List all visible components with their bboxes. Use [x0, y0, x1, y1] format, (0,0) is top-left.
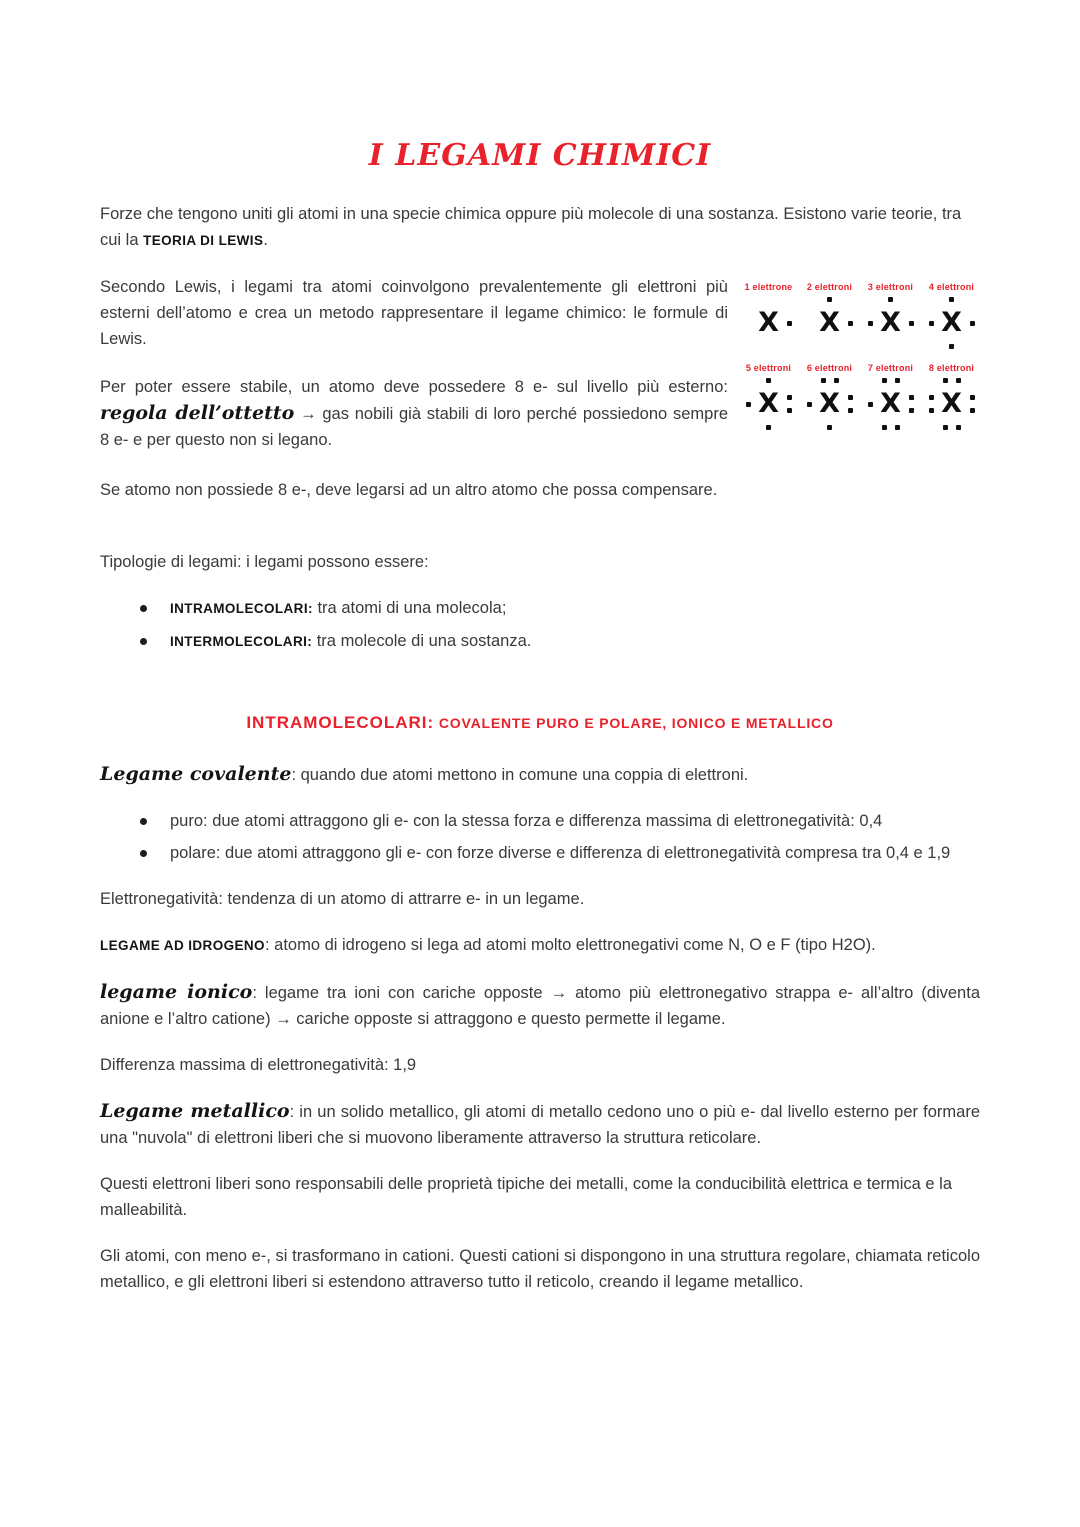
electron-dot — [882, 378, 887, 383]
lewis-cell-label: 2 elettroni — [806, 282, 853, 292]
intramolecolari-term: INTRAMOLECOLARI: — [170, 601, 313, 616]
electron-dot — [868, 321, 873, 326]
list-item-intermolecolari — [140, 628, 980, 655]
teoria-di-lewis-term: TEORIA DI LEWIS — [143, 233, 264, 248]
lewis-symbol — [929, 378, 975, 430]
metallico-text: : in un solido metallico, gli atomi di metallo cedono uno o più e- dal livello esterno per formare una "nuvola" di elettroni liberi che si muovono liberamente attraverso la struttura reticolare. — [100, 1103, 980, 1147]
lewis-cell — [801, 363, 858, 430]
list-item-polare: polare: due atomi attraggono gli e- con forze diverse e differenza di elettronegatività compresa tra 0,4 e 1,9 — [140, 840, 980, 866]
electron-dot — [807, 402, 812, 407]
lewis-cell-label: 8 elettroni — [928, 363, 975, 373]
lewis-x-glyph: X — [941, 306, 962, 338]
electron-dot — [943, 378, 948, 383]
electron-dot — [943, 425, 948, 430]
section-heading-sub: COVALENTE PURO E POLARE, IONICO E METALLICO — [434, 715, 834, 731]
electron-dot — [909, 408, 914, 413]
compensare-paragraph: Se atomo non possiede 8 e-, deve legarsi ad un altro atomo che possa compensare. — [100, 481, 718, 499]
legame-covalente-term: Legame covalente — [100, 763, 292, 785]
tipologie-intro: Tipologie di legami: i legami possono essere: — [100, 553, 429, 571]
intramolecolari-text: tra atomi di una molecola; — [312, 599, 507, 617]
lewis-cell-label: 3 elettroni — [867, 282, 914, 292]
electron-dot — [848, 321, 853, 326]
legame-metallico-term: Legame metallico — [100, 1100, 290, 1122]
intro-text: Forze che tengono uniti gli atomi in una specie chimica oppure più molecole di una sostanza. Esistono varie teorie, tra cui la — [100, 205, 962, 249]
proprieta-metalli-paragraph: Questi elettroni liberi sono responsabili delle proprietà tipiche dei metalli, come la conducibilità elettrica e termica e la malleabilità. — [100, 1175, 953, 1219]
elettronegativita-paragraph: Elettronegatività: tendenza di un atomo di attrarre e- in un legame. — [100, 890, 585, 908]
intro-text-end: . — [263, 231, 268, 249]
lewis-text-column — [100, 274, 728, 453]
electron-dot — [970, 395, 975, 400]
electron-dot — [929, 321, 934, 326]
electron-dot — [787, 408, 792, 413]
ionico-paragraph — [100, 979, 980, 1032]
lewis-cell-label: 7 elettroni — [867, 363, 914, 373]
tipologie-list — [100, 595, 980, 655]
intermolecolari-term: INTERMOLECOLARI: — [170, 634, 313, 649]
electron-dot — [746, 402, 751, 407]
lewis-figure — [740, 274, 980, 430]
section-heading — [100, 707, 980, 735]
electron-dot — [895, 425, 900, 430]
lewis-symbol — [746, 378, 792, 430]
electron-dot — [868, 402, 873, 407]
lewis-symbol — [746, 297, 792, 349]
electron-dot — [949, 297, 954, 302]
electron-dot — [970, 408, 975, 413]
lewis-cell-label: 5 elettroni — [745, 363, 792, 373]
lewis-symbol — [868, 378, 914, 430]
lewis-cell — [862, 282, 919, 349]
electron-dot — [787, 395, 792, 400]
electron-dot — [956, 378, 961, 383]
covalente-paragraph — [100, 761, 980, 788]
octet-rule-paragraph — [100, 374, 728, 453]
lewis-cell-label: 4 elettroni — [928, 282, 975, 292]
electron-dot — [949, 344, 954, 349]
lewis-x-glyph: X — [819, 306, 840, 338]
page-title: I LEGAMI CHIMICI — [368, 138, 712, 173]
lewis-cell-label: 6 elettroni — [806, 363, 853, 373]
electron-dot — [909, 395, 914, 400]
electron-dot — [888, 297, 893, 302]
secondo-lewis-paragraph: Secondo Lewis, i legami tra atomi coinvolgono prevalentemente gli elettroni più esterni dell’atomo e crea un metodo rappresentare il legame chimico: le formule di Lewis. — [100, 278, 728, 348]
electron-dot — [766, 425, 771, 430]
electron-dot — [929, 395, 934, 400]
lewis-x-glyph: X — [880, 387, 901, 419]
electron-dot — [827, 297, 832, 302]
metallico-paragraph — [100, 1098, 980, 1151]
legame-idrogeno-term: LEGAME AD IDROGENO — [100, 938, 265, 953]
electron-dot — [929, 408, 934, 413]
lewis-x-glyph: X — [941, 387, 962, 419]
lewis-cell — [862, 363, 919, 430]
electron-dot — [827, 425, 832, 430]
idrogeno-paragraph — [100, 932, 980, 959]
lewis-cell — [801, 282, 858, 349]
covalente-text: : quando due atomi mettono in comune una coppia di elettroni. — [291, 766, 749, 784]
lewis-x-glyph: X — [819, 387, 840, 419]
covalente-list — [100, 808, 980, 866]
electron-dot — [882, 425, 887, 430]
cationi-paragraph: Gli atomi, con meno e-, si trasformano in cationi. Questi cationi si dispongono in una struttura regolare, chiamata reticolo metallico, e gli elettroni liberi si estendono attraverso tutto il reticolo, creando il legame metallico. — [100, 1247, 980, 1291]
intermolecolari-text: tra molecole di una sostanza. — [312, 632, 532, 650]
differenza-paragraph: Differenza massima di elettronegatività: 1,9 — [100, 1056, 417, 1074]
idrogeno-text: : atomo di idrogeno si lega ad atomi molto elettronegativi come N, O e F (tipo H2O). — [264, 936, 876, 954]
electron-dot — [787, 321, 792, 326]
lewis-symbol — [929, 297, 975, 349]
electron-dot — [834, 378, 839, 383]
list-item-intramolecolari — [140, 595, 980, 622]
lewis-x-glyph: X — [758, 306, 779, 338]
electron-dot — [766, 378, 771, 383]
lewis-cell — [740, 363, 797, 430]
lewis-symbol — [868, 297, 914, 349]
legame-ionico-term: legame ionico — [100, 981, 253, 1003]
lewis-cell — [923, 363, 980, 430]
lewis-cell-label: 1 elettrone — [744, 282, 793, 292]
regola-ottetto-term: regola dell’ottetto — [100, 402, 295, 424]
electron-dot — [848, 408, 853, 413]
lewis-symbol — [807, 297, 853, 349]
electron-dot — [909, 321, 914, 326]
electron-dot — [848, 395, 853, 400]
electron-dot — [970, 321, 975, 326]
list-item-puro: puro: due atomi attraggono gli e- con la stessa forza e differenza massima di elettronegatività: 0,4 — [140, 808, 980, 834]
lewis-x-glyph: X — [880, 306, 901, 338]
octet-text: Per poter essere stabile, un atomo deve possedere 8 e- sul livello più esterno: — [100, 378, 728, 396]
ionico-text: : legame tra ioni con cariche opposte → atomo più elettronegativo strappa e- all’altro (diventa anione e l’altro catione) → cariche opposte si attraggono e questo permette il legame. — [100, 984, 980, 1028]
electron-dot — [895, 378, 900, 383]
octet-text-end: → gas nobili già stabili di loro perché possiedono sempre 8 e- e per questo non si legano. — [100, 405, 728, 449]
section-heading-main: INTRAMOLECOLARI: — [246, 713, 435, 732]
electron-dot — [956, 425, 961, 430]
lewis-section — [100, 274, 980, 453]
lewis-symbol — [807, 378, 853, 430]
lewis-x-glyph: X — [758, 387, 779, 419]
electron-dot — [821, 378, 826, 383]
lewis-cell — [740, 282, 797, 349]
lewis-cell — [923, 282, 980, 349]
intro-paragraph — [100, 201, 980, 254]
